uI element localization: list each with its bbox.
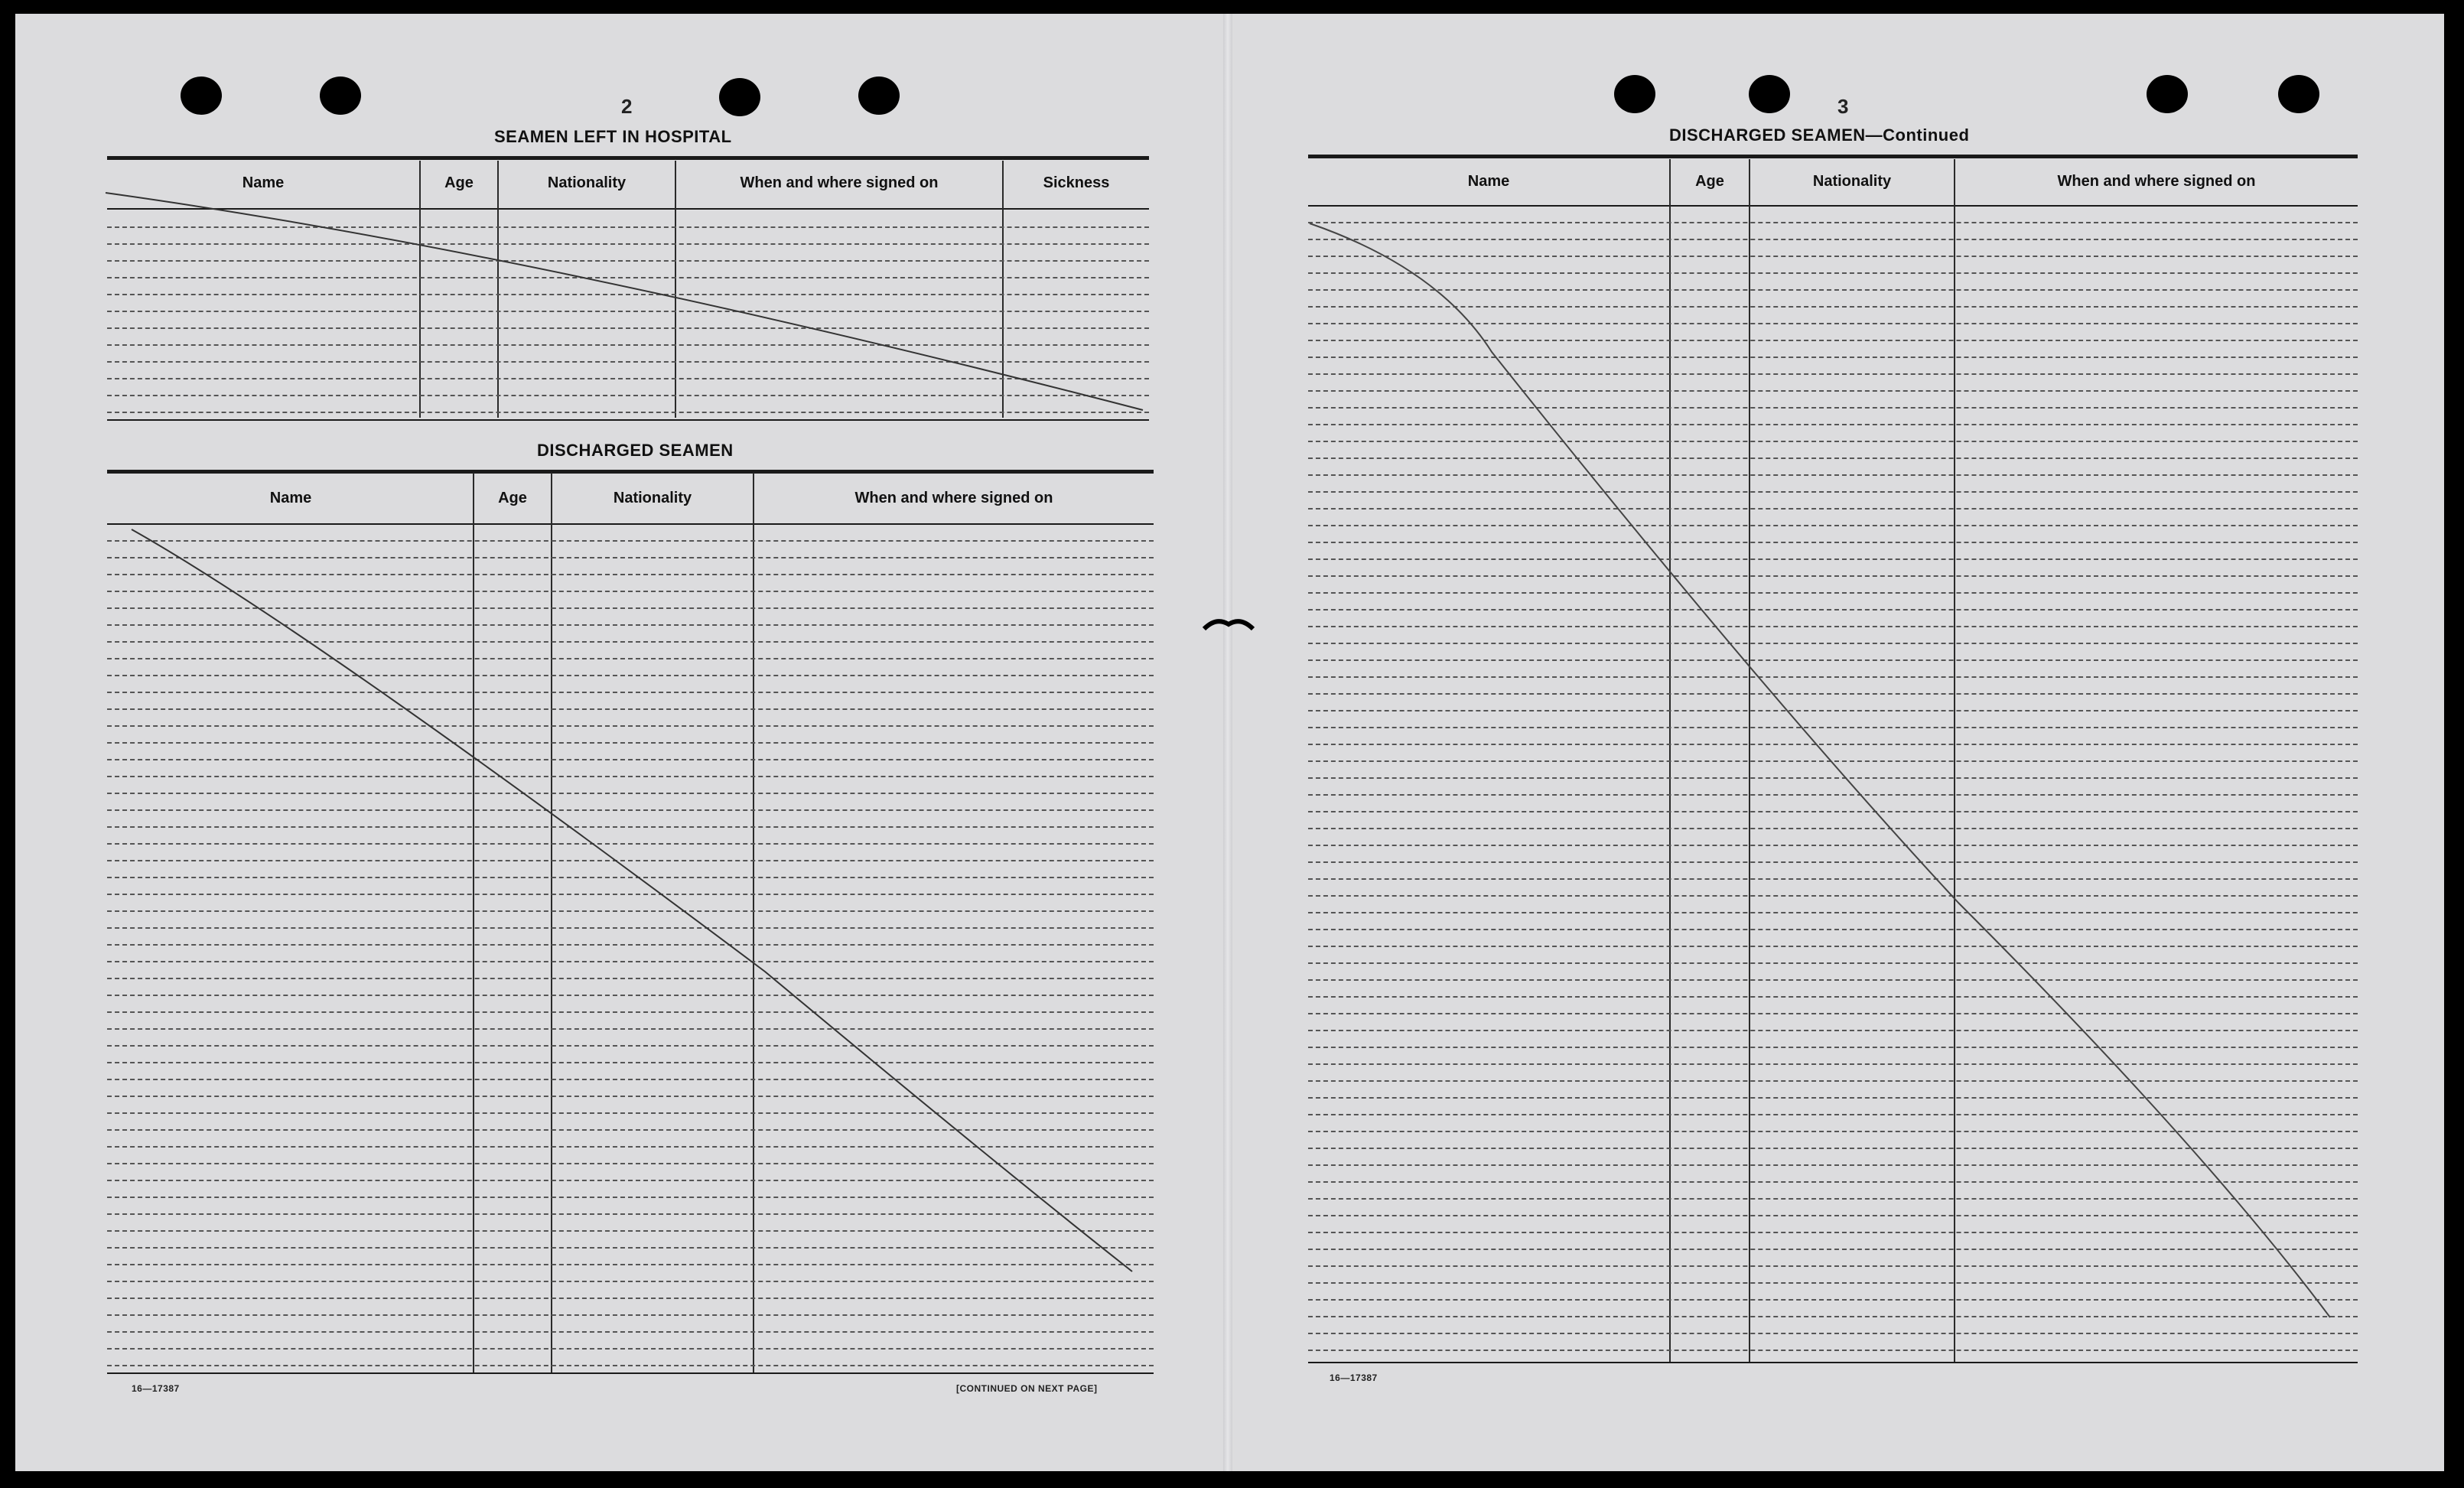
ruled-line: [1308, 996, 2358, 998]
ruled-line: [1308, 929, 2358, 930]
ruled-line: [107, 1079, 1154, 1080]
discharged-title: DISCHARGED SEAMEN: [537, 441, 734, 460]
ruled-line: [1308, 861, 2358, 863]
ruled-line: [1308, 323, 2358, 324]
ruled-line: [1308, 1030, 2358, 1031]
ruled-line: [1308, 693, 2358, 695]
ruled-line: [107, 675, 1154, 676]
ruled-line: [107, 277, 1149, 278]
ruled-line: [107, 412, 1149, 413]
col-nationality: Nationality: [547, 174, 627, 191]
page-fold: [1223, 14, 1232, 1471]
ruled-line: [1308, 256, 2358, 257]
ruled-line: [1308, 794, 2358, 796]
ruled-line: [107, 1348, 1154, 1350]
col-age: Age: [1695, 173, 1724, 190]
ruled-line: [107, 1062, 1154, 1063]
continued-bottom-rule: [1308, 1362, 2358, 1363]
ruled-line: [1308, 1215, 2358, 1216]
ruled-line: [1308, 962, 2358, 964]
ruled-line: [1308, 1063, 2358, 1065]
fold-mark: [1203, 615, 1255, 632]
ruled-line: [107, 961, 1154, 962]
col-age: Age: [444, 174, 474, 191]
col-name: Name: [242, 174, 285, 191]
continued-top-rule: [1308, 155, 2358, 158]
col-name: Name: [269, 490, 312, 506]
ruled-line: [1308, 1299, 2358, 1301]
ruled-line: [1308, 895, 2358, 897]
ruled-line: [1308, 357, 2358, 358]
ruled-line: [107, 327, 1149, 329]
ruled-line: [107, 826, 1154, 828]
ruled-line: [107, 1247, 1154, 1249]
ruled-line: [107, 1298, 1154, 1299]
ruled-line: [1308, 1164, 2358, 1166]
ruled-line: [107, 1314, 1154, 1316]
ruled-line: [1308, 811, 2358, 812]
ruled-line: [1308, 306, 2358, 308]
ruled-line: [1308, 457, 2358, 459]
ruled-line: [1308, 727, 2358, 728]
ruled-line: [107, 1180, 1154, 1181]
punch-hole: [320, 77, 361, 115]
ruled-line: [107, 1112, 1154, 1114]
ruled-line: [1308, 659, 2358, 661]
ruled-line: [1308, 1097, 2358, 1099]
ruled-line: [1308, 1181, 2358, 1183]
punch-hole: [2147, 75, 2188, 113]
hospital-title: SEAMEN LEFT IN HOSPITAL: [494, 127, 732, 146]
discharged-top-rule: [107, 470, 1154, 474]
ruled-line: [1308, 1249, 2358, 1250]
ruled-line: [1308, 609, 2358, 611]
page-number: 3: [1837, 95, 1849, 118]
ruled-line: [1308, 828, 2358, 829]
ruled-line: [107, 378, 1149, 379]
ruled-line: [107, 607, 1154, 609]
ruled-line: [107, 793, 1154, 794]
ruled-line: [1308, 777, 2358, 779]
ruled-line: [1308, 373, 2358, 375]
ruled-line: [107, 1281, 1154, 1282]
ruled-line: [1308, 575, 2358, 577]
ruled-line: [107, 243, 1149, 245]
punch-hole: [2278, 75, 2319, 113]
ruled-line: [107, 692, 1154, 693]
ruled-line: [1308, 441, 2358, 442]
ruled-line: [1308, 542, 2358, 543]
ruled-line: [1308, 1013, 2358, 1014]
ruled-line: [107, 1129, 1154, 1131]
page-number: 2: [621, 95, 633, 118]
hospital-bottom-rule: [107, 419, 1149, 421]
ruled-line: [107, 557, 1154, 558]
ruled-line: [1308, 340, 2358, 341]
ruled-line: [107, 574, 1154, 575]
ruled-line: [107, 361, 1149, 363]
ruled-line: [1308, 491, 2358, 493]
ruled-line: [1308, 979, 2358, 981]
ruled-line: [107, 877, 1154, 878]
ruled-line: [107, 226, 1149, 228]
ruled-line: [1308, 508, 2358, 510]
ruled-line: [107, 1045, 1154, 1047]
ruled-line: [1308, 1282, 2358, 1284]
ruled-line: [1308, 289, 2358, 291]
punch-hole: [858, 77, 900, 115]
ruled-line: [107, 658, 1154, 659]
ruled-line: [107, 927, 1154, 929]
col-nationality: Nationality: [1812, 173, 1892, 190]
ruled-line: [107, 311, 1149, 312]
ruled-line: [107, 809, 1154, 811]
ruled-line: [1308, 878, 2358, 880]
ruled-line: [1308, 1198, 2358, 1200]
ruled-line: [1308, 626, 2358, 627]
continued-header-rule: [1308, 205, 2358, 207]
ruled-line: [1308, 1047, 2358, 1048]
ruled-line: [1308, 424, 2358, 425]
ruled-line: [1308, 643, 2358, 644]
ruled-line: [107, 624, 1154, 626]
ruled-line: [107, 1331, 1154, 1333]
punch-hole: [719, 78, 760, 116]
ruled-line: [107, 978, 1154, 979]
ruled-line: [1308, 1232, 2358, 1233]
col-age: Age: [498, 490, 527, 506]
ruled-line: [1308, 845, 2358, 846]
ruled-line: [107, 910, 1154, 912]
ruled-line: [107, 759, 1154, 760]
right-page: [1228, 14, 2444, 1471]
ruled-line: [1308, 592, 2358, 594]
ruled-line: [1308, 407, 2358, 409]
ruled-line: [107, 260, 1149, 262]
ruled-line: [107, 1230, 1154, 1232]
punch-hole: [1614, 75, 1655, 113]
ruled-line: [107, 395, 1149, 396]
ruled-line: [107, 1365, 1154, 1366]
ruled-line: [107, 540, 1154, 542]
ruled-line: [107, 708, 1154, 710]
hospital-top-rule: [107, 156, 1149, 160]
col-sickness: Sickness: [1043, 174, 1110, 191]
ruled-line: [1308, 558, 2358, 560]
ruled-line: [1308, 272, 2358, 274]
form-number: 16—17387: [1330, 1372, 1378, 1383]
ruled-line: [107, 294, 1149, 295]
ruled-line: [1308, 1265, 2358, 1267]
hospital-header-rule: [107, 208, 1149, 210]
ruled-line: [107, 1146, 1154, 1148]
ruled-line: [107, 843, 1154, 845]
ruled-line: [1308, 744, 2358, 745]
col-signed-on: When and where signed on: [2057, 173, 2256, 190]
ruled-line: [107, 1011, 1154, 1013]
ruled-line: [107, 1264, 1154, 1265]
punch-hole: [181, 77, 222, 115]
ruled-line: [1308, 1114, 2358, 1115]
ruled-line: [107, 860, 1154, 861]
ruled-line: [107, 641, 1154, 643]
ruled-line: [1308, 474, 2358, 476]
ruled-line: [1308, 1131, 2358, 1132]
ruled-line: [1308, 1333, 2358, 1334]
ruled-line: [1308, 710, 2358, 711]
ruled-line: [107, 995, 1154, 996]
ruled-line: [107, 776, 1154, 777]
punch-hole: [1749, 75, 1790, 113]
ruled-line: [1308, 239, 2358, 240]
ruled-line: [107, 944, 1154, 946]
ruled-line: [1308, 946, 2358, 947]
ruled-line: [107, 1213, 1154, 1215]
col-nationality: Nationality: [613, 490, 692, 506]
ruled-line: [1308, 1080, 2358, 1082]
ruled-line: [107, 1096, 1154, 1097]
ruled-line: [1308, 912, 2358, 913]
ruled-line: [1308, 1350, 2358, 1351]
ruled-line: [1308, 1316, 2358, 1317]
discharged-header-rule: [107, 523, 1154, 525]
col-signed-on: When and where signed on: [740, 174, 939, 191]
ruled-line: [107, 894, 1154, 895]
ruled-line: [1308, 676, 2358, 678]
ruled-line: [1308, 1148, 2358, 1149]
ruled-line: [107, 725, 1154, 727]
ruled-line: [1308, 525, 2358, 526]
form-number: 16—17387: [132, 1383, 180, 1394]
ruled-line: [107, 1028, 1154, 1030]
ruled-line: [1308, 222, 2358, 223]
ruled-line: [107, 1197, 1154, 1198]
col-signed-on: When and where signed on: [854, 490, 1053, 506]
discharged-bottom-rule: [107, 1372, 1154, 1374]
ruled-line: [107, 1163, 1154, 1164]
ruled-line: [107, 742, 1154, 744]
discharged-continued-title: DISCHARGED SEAMEN—Continued: [1669, 125, 1970, 145]
ruled-line: [107, 344, 1149, 346]
ruled-line: [1308, 390, 2358, 392]
ruled-line: [107, 591, 1154, 592]
col-name: Name: [1467, 173, 1510, 190]
ruled-line: [1308, 760, 2358, 762]
continued-note: [CONTINUED ON NEXT PAGE]: [956, 1383, 1098, 1394]
